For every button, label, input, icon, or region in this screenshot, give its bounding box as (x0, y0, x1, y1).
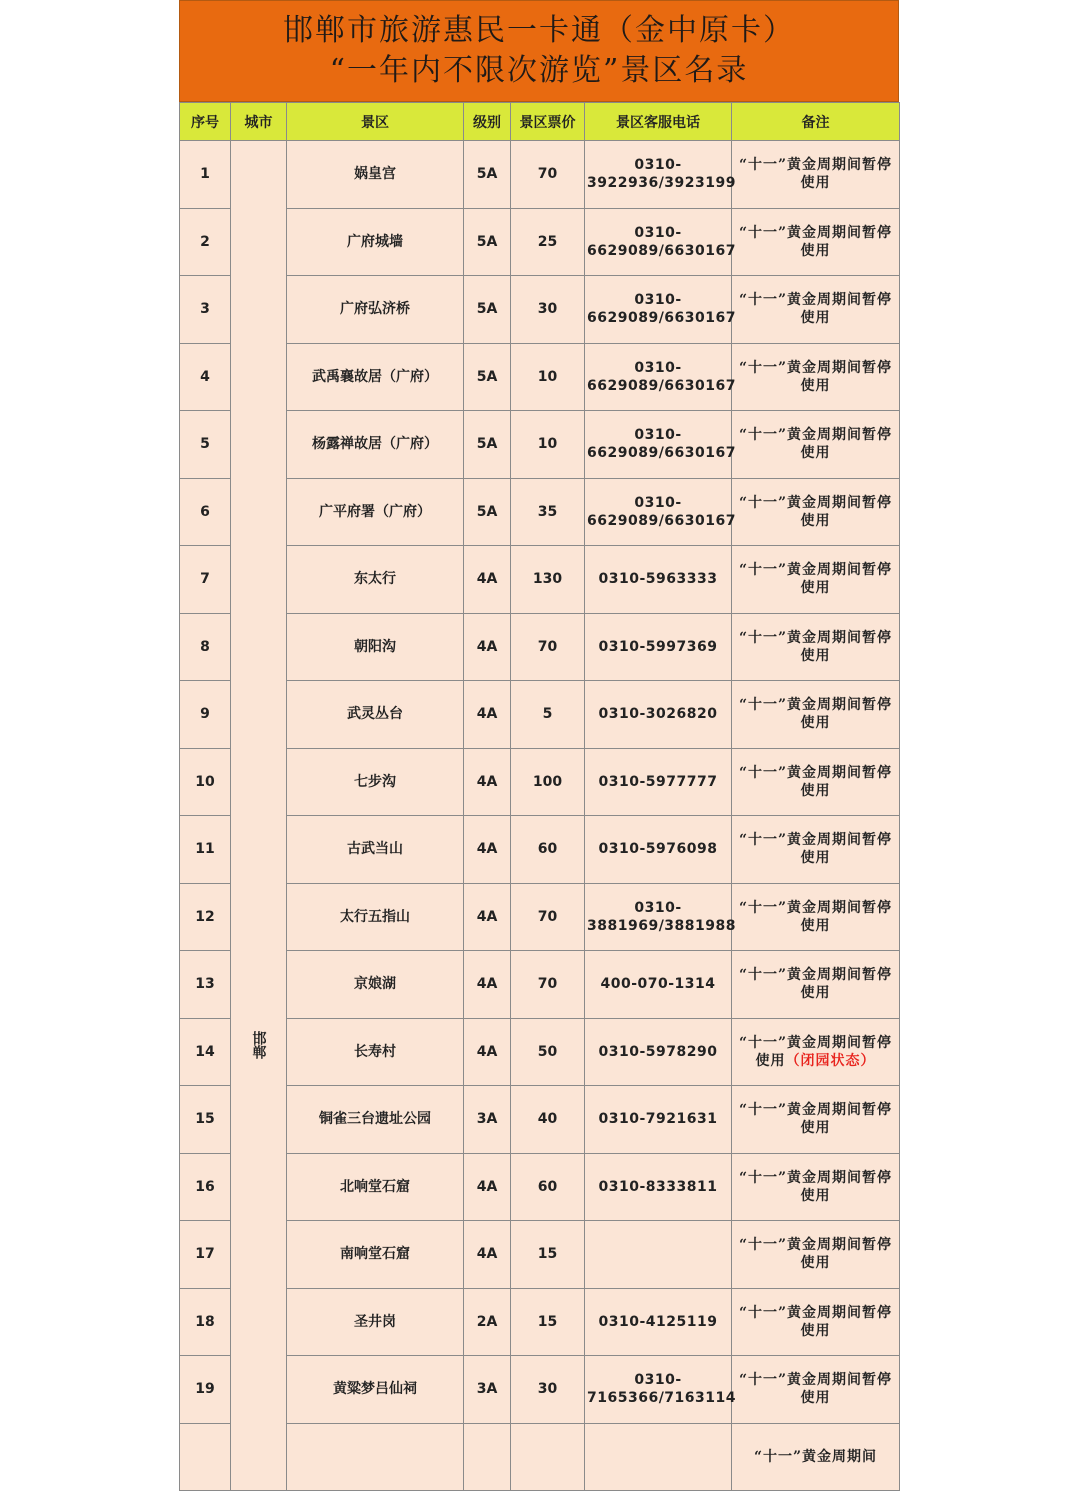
table-row (180, 208, 900, 276)
header-price: 景区票价 (511, 103, 585, 141)
ticket-price: 10 (511, 343, 585, 411)
row-no: 4 (180, 343, 231, 411)
table-row (180, 748, 900, 816)
ticket-price: 25 (511, 208, 585, 276)
row-no (180, 1423, 231, 1491)
service-phone: 0310-3922936/3923199 (585, 141, 732, 209)
attraction-level: 5A (464, 478, 511, 546)
remark-cell (732, 883, 900, 951)
row-no: 12 (180, 883, 231, 951)
service-phone: 0310-5978290 (585, 1018, 732, 1086)
service-phone: 0310-6629089/6630167 (585, 208, 732, 276)
ticket-price: 5 (511, 681, 585, 749)
ticket-price: 10 (511, 411, 585, 479)
row-no: 2 (180, 208, 231, 276)
table-row (180, 478, 900, 546)
table-row (180, 546, 900, 614)
row-no: 6 (180, 478, 231, 546)
ticket-price: 30 (511, 1356, 585, 1424)
remark-text: “十一”黄金周期间暂停使用 (738, 427, 893, 462)
ticket-price: 60 (511, 1153, 585, 1221)
remark-cell (732, 411, 900, 479)
row-no: 17 (180, 1221, 231, 1289)
service-phone: 0310-7165366/7163114 (585, 1356, 732, 1424)
table-row (180, 816, 900, 884)
remark-cell (732, 1288, 900, 1356)
attraction-name: 东太行 (287, 546, 464, 614)
attraction-name: 娲皇宫 (287, 141, 464, 209)
attraction-level: 4A (464, 1018, 511, 1086)
city-label: 邯郸 (250, 1031, 267, 1059)
remark-text: “十一”黄金周期间暂停使用 (738, 494, 893, 529)
table-row (180, 1288, 900, 1356)
remark-text: “十一”黄金周期间暂停使用 (738, 764, 893, 799)
service-phone: 0310-7921631 (585, 1086, 732, 1154)
service-phone: 0310-6629089/6630167 (585, 343, 732, 411)
remark-text: “十一”黄金周期间暂停使用 (738, 1237, 893, 1272)
attraction-name (287, 1423, 464, 1491)
attraction-name: 古武当山 (287, 816, 464, 884)
attraction-level: 5A (464, 208, 511, 276)
table-row (180, 1221, 900, 1289)
remark-cell (732, 1086, 900, 1154)
attraction-name: 京娘湖 (287, 951, 464, 1019)
remark-text: “十一”黄金周期间暂停使用 (738, 629, 893, 664)
attraction-level: 4A (464, 546, 511, 614)
service-phone (585, 1221, 732, 1289)
attraction-name: 七步沟 (287, 748, 464, 816)
row-no: 15 (180, 1086, 231, 1154)
row-no: 16 (180, 1153, 231, 1221)
service-phone: 0310-4125119 (585, 1288, 732, 1356)
table-row (180, 343, 900, 411)
ticket-price: 15 (511, 1288, 585, 1356)
service-phone: 0310-6629089/6630167 (585, 276, 732, 344)
remark-cell (732, 1356, 900, 1424)
remark-text: “十一”黄金周期间暂停使用 (738, 899, 893, 934)
remark-closed-status: （闭园状态） (785, 1052, 876, 1069)
attraction-level: 4A (464, 1153, 511, 1221)
attraction-level: 4A (464, 681, 511, 749)
service-phone: 0310-5976098 (585, 816, 732, 884)
remark-text: “十一”黄金周期间暂停使用 (738, 832, 893, 867)
remark-text: “十一”黄金周期间暂停使用 (738, 1034, 893, 1069)
remark-cell (732, 1018, 900, 1086)
table-header-row (180, 103, 900, 141)
row-no: 9 (180, 681, 231, 749)
service-phone: 400-070-1314 (585, 951, 732, 1019)
attraction-level: 4A (464, 613, 511, 681)
attraction-name: 武禹襄故居（广府） (287, 343, 464, 411)
remark-text: “十一”黄金周期间暂停使用 (738, 1372, 893, 1407)
remark-text: “十一”黄金周期间暂停使用 (738, 224, 893, 259)
attraction-sheet (179, 0, 899, 1491)
table-row (180, 613, 900, 681)
remark-cell (732, 141, 900, 209)
remark-text: “十一”黄金周期间暂停使用 (738, 562, 893, 597)
ticket-price: 35 (511, 478, 585, 546)
service-phone: 0310-6629089/6630167 (585, 478, 732, 546)
header-level: 级别 (464, 103, 511, 141)
table-body (180, 141, 900, 1491)
service-phone: 0310-8333811 (585, 1153, 732, 1221)
remark-text: “十一”黄金周期间暂停使用 (738, 359, 893, 394)
attraction-level: 2A (464, 1288, 511, 1356)
attraction-name: 广平府署（广府） (287, 478, 464, 546)
header-phone: 景区客服电话 (585, 103, 732, 141)
remark-text: “十一”黄金周期间暂停使用 (738, 1304, 893, 1339)
row-no: 5 (180, 411, 231, 479)
attraction-name: 黄粱梦吕仙祠 (287, 1356, 464, 1424)
remark-cell (732, 343, 900, 411)
remark-cell (732, 613, 900, 681)
service-phone: 0310-3881969/3881988 (585, 883, 732, 951)
table-row (180, 1018, 900, 1086)
row-no: 19 (180, 1356, 231, 1424)
ticket-price: 50 (511, 1018, 585, 1086)
ticket-price: 70 (511, 951, 585, 1019)
ticket-price: 130 (511, 546, 585, 614)
service-phone: 0310-5977777 (585, 748, 732, 816)
table-row (180, 951, 900, 1019)
ticket-price: 30 (511, 276, 585, 344)
remark-cell (732, 748, 900, 816)
ticket-price: 70 (511, 141, 585, 209)
ticket-price: 70 (511, 613, 585, 681)
row-no: 14 (180, 1018, 231, 1086)
row-no: 8 (180, 613, 231, 681)
remark-text: “十一”黄金周期间暂停使用 (738, 1169, 893, 1204)
header-city: 城市 (231, 103, 287, 141)
table-row (180, 883, 900, 951)
title-line-1: 邯郸市旅游惠民一卡通（金中原卡） (283, 13, 795, 48)
attraction-level: 3A (464, 1086, 511, 1154)
header-note: 备注 (732, 103, 900, 141)
service-phone (585, 1423, 732, 1491)
remark-cell (732, 681, 900, 749)
attraction-table (179, 102, 900, 1491)
attraction-level: 4A (464, 748, 511, 816)
remark-cell (732, 208, 900, 276)
attraction-name: 长寿村 (287, 1018, 464, 1086)
remark-text: “十一”黄金周期间暂停使用 (738, 697, 893, 732)
remark-cell (732, 1423, 900, 1491)
row-no: 3 (180, 276, 231, 344)
remark-text: “十一”黄金周期间暂停使用 (738, 292, 893, 327)
attraction-name: 杨露禅故居（广府） (287, 411, 464, 479)
remark-cell (732, 816, 900, 884)
ticket-price (511, 1423, 585, 1491)
attraction-name: 太行五指山 (287, 883, 464, 951)
row-no: 11 (180, 816, 231, 884)
ticket-price: 70 (511, 883, 585, 951)
remark-cell (732, 1221, 900, 1289)
attraction-name: 广府弘济桥 (287, 276, 464, 344)
remark-cell (732, 546, 900, 614)
attraction-name: 铜雀三台遗址公园 (287, 1086, 464, 1154)
ticket-price: 40 (511, 1086, 585, 1154)
city-cell (231, 141, 287, 1491)
header-no: 序号 (180, 103, 231, 141)
table-row (180, 141, 900, 209)
attraction-level (464, 1423, 511, 1491)
table-row (180, 681, 900, 749)
remark-cell (732, 276, 900, 344)
header-attraction: 景区 (287, 103, 464, 141)
attraction-name: 北响堂石窟 (287, 1153, 464, 1221)
title-line-2: “一年内不限次游览”景区名录 (329, 53, 749, 88)
service-phone: 0310-5963333 (585, 546, 732, 614)
attraction-level: 4A (464, 816, 511, 884)
attraction-level: 5A (464, 411, 511, 479)
table-row (180, 1086, 900, 1154)
remark-text: “十一”黄金周期间暂停使用 (738, 1102, 893, 1137)
row-no: 10 (180, 748, 231, 816)
remark-text: “十一”黄金周期间暂停使用 (738, 157, 893, 192)
table-row (180, 1423, 900, 1491)
attraction-level: 5A (464, 343, 511, 411)
attraction-name: 武灵丛台 (287, 681, 464, 749)
remark-text: “十一”黄金周期间暂停使用 (738, 967, 893, 1002)
remark-text: “十一”黄金周期间 (753, 1448, 878, 1465)
sheet-title (179, 0, 899, 102)
attraction-name: 圣井岗 (287, 1288, 464, 1356)
table-row (180, 1356, 900, 1424)
row-no: 18 (180, 1288, 231, 1356)
attraction-level: 4A (464, 951, 511, 1019)
row-no: 1 (180, 141, 231, 209)
attraction-level: 5A (464, 276, 511, 344)
attraction-level: 3A (464, 1356, 511, 1424)
ticket-price: 60 (511, 816, 585, 884)
attraction-name: 广府城墙 (287, 208, 464, 276)
attraction-level: 4A (464, 1221, 511, 1289)
attraction-name: 南响堂石窟 (287, 1221, 464, 1289)
service-phone: 0310-6629089/6630167 (585, 411, 732, 479)
ticket-price: 100 (511, 748, 585, 816)
remark-cell (732, 951, 900, 1019)
remark-cell (732, 1153, 900, 1221)
attraction-level: 5A (464, 141, 511, 209)
row-no: 13 (180, 951, 231, 1019)
remark-cell (732, 478, 900, 546)
table-row (180, 276, 900, 344)
table-row (180, 411, 900, 479)
row-no: 7 (180, 546, 231, 614)
attraction-level: 4A (464, 883, 511, 951)
attraction-name: 朝阳沟 (287, 613, 464, 681)
service-phone: 0310-3026820 (585, 681, 732, 749)
service-phone: 0310-5997369 (585, 613, 732, 681)
ticket-price: 15 (511, 1221, 585, 1289)
table-row (180, 1153, 900, 1221)
